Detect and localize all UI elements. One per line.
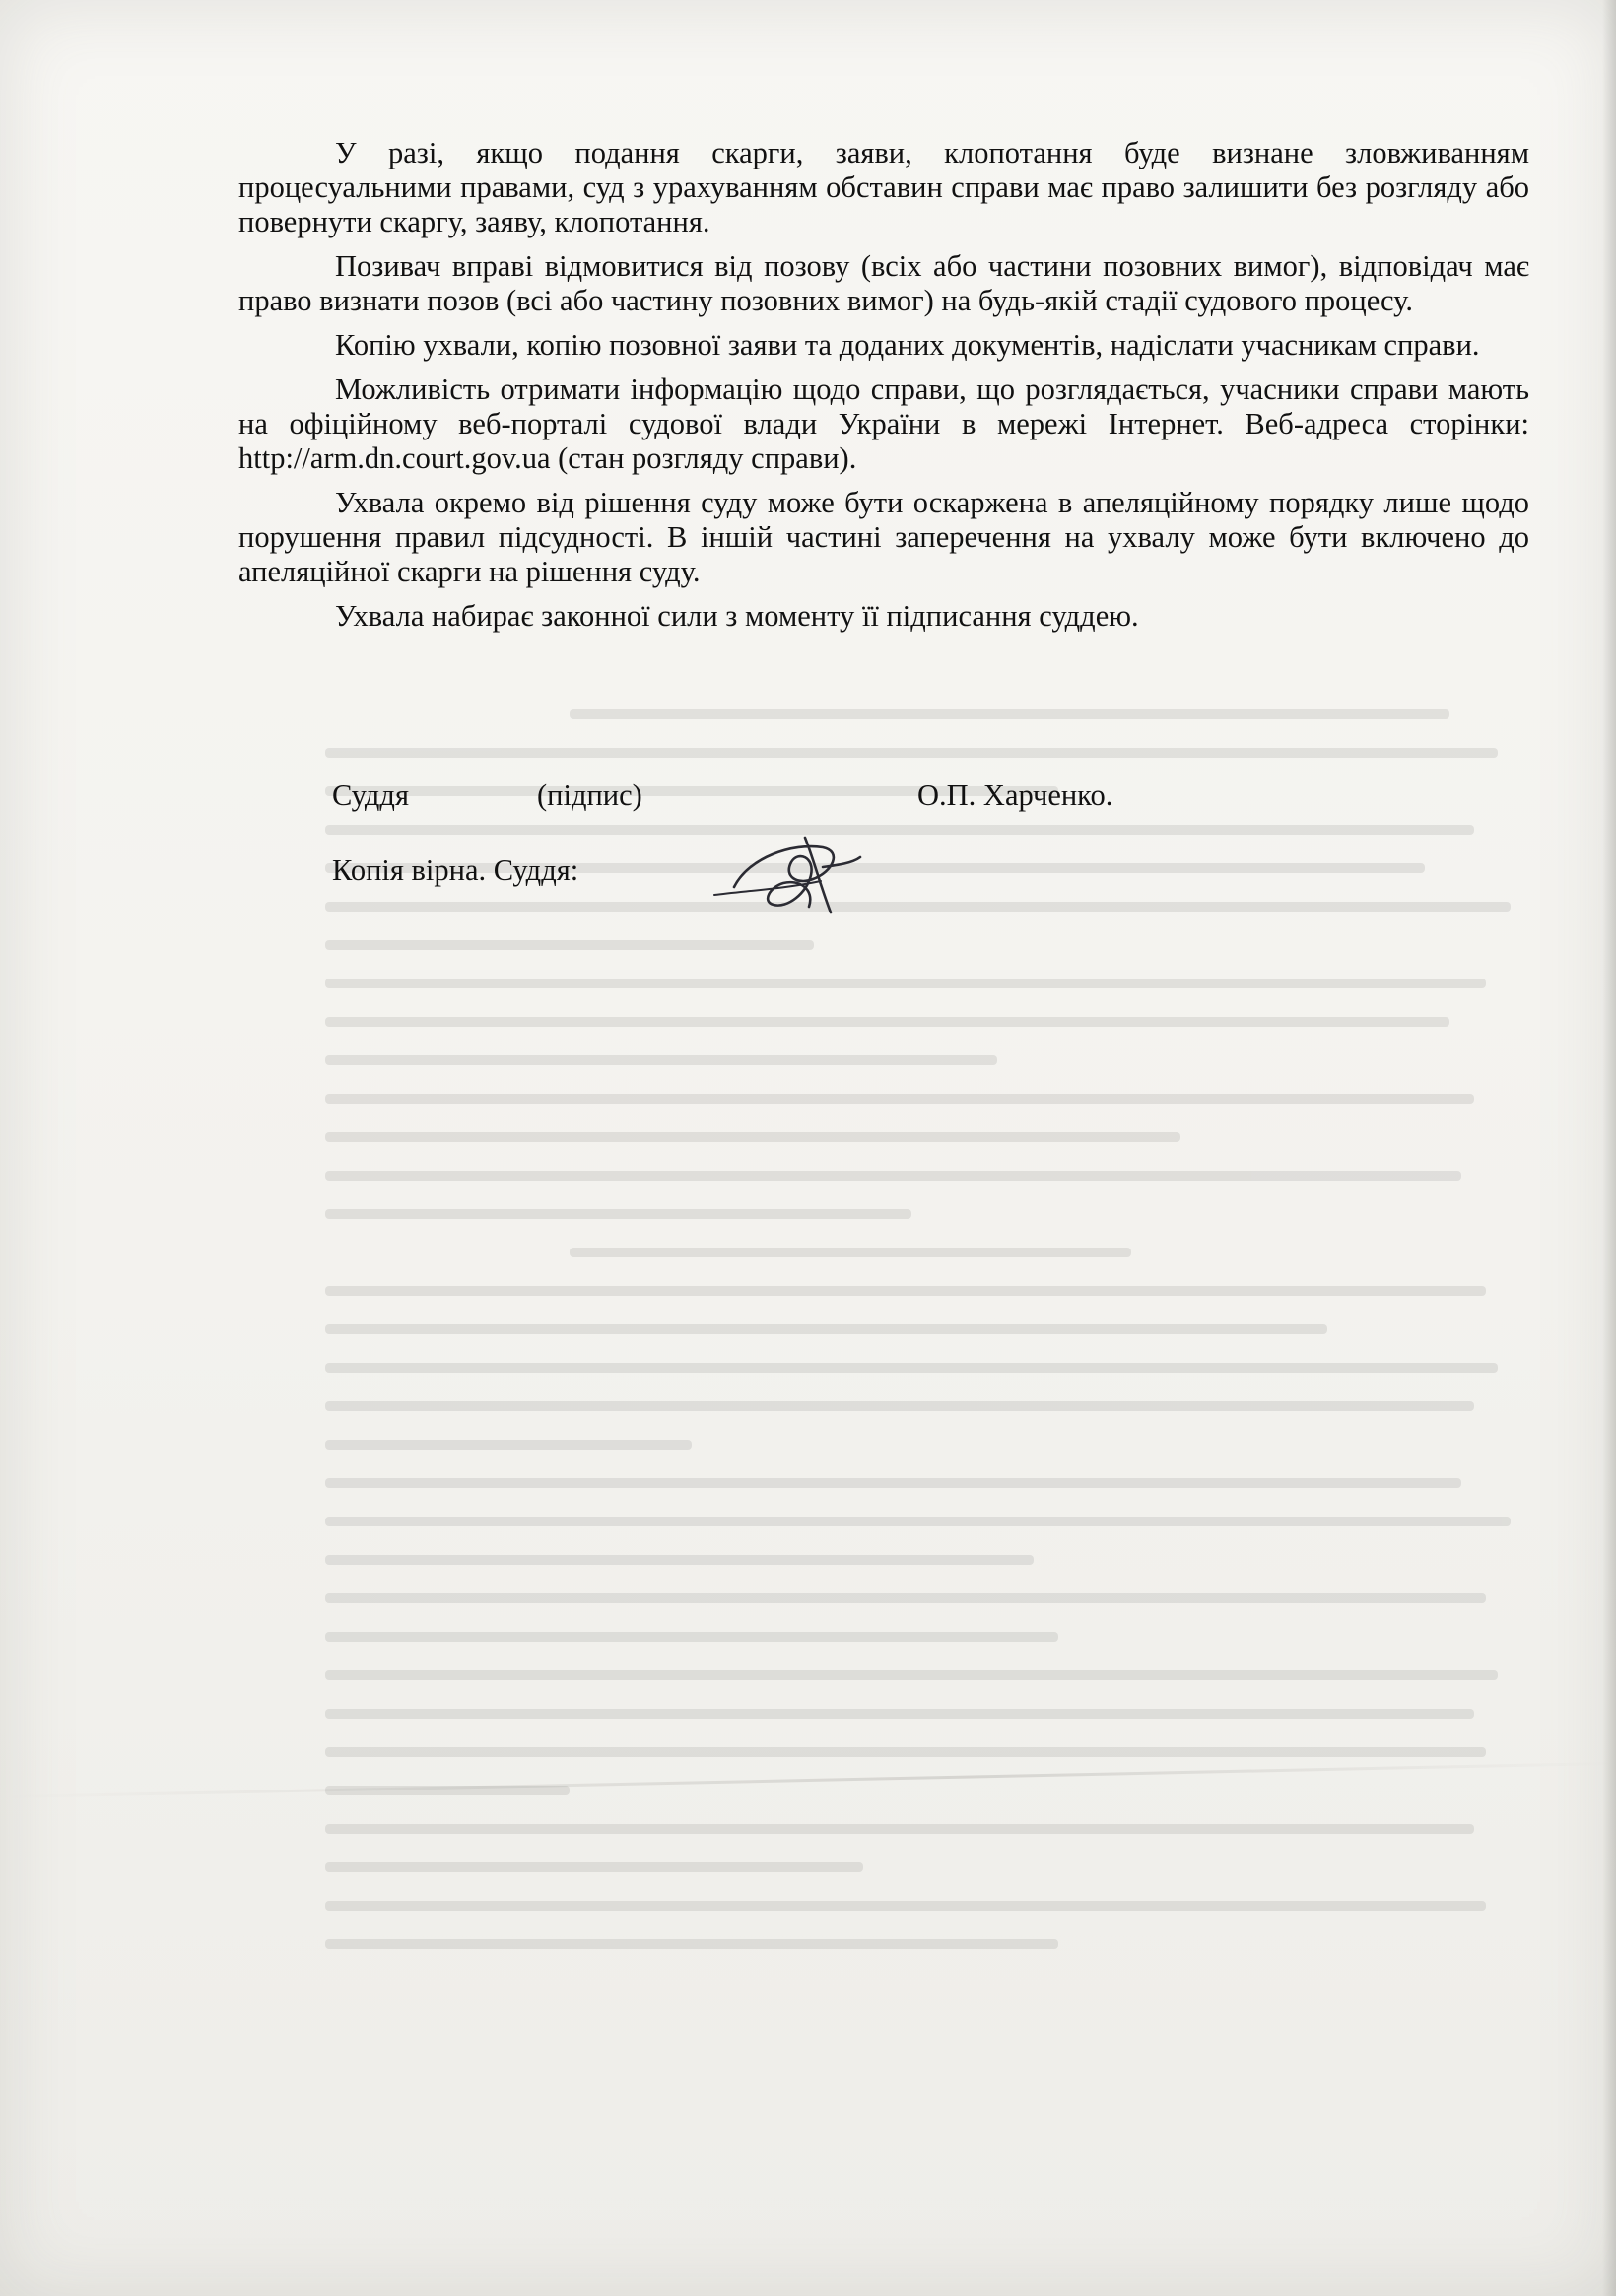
judge-name: О.П. Харченко.: [917, 778, 1113, 812]
paragraph-effective: Ухвала набирає законної сили з моменту її підписання суддею.: [335, 599, 1139, 633]
document-body: [238, 136, 1529, 643]
paragraph-appeal: Ухвала окремо від рішення суду може бути оскаржена в апеляційному порядку лише щодо порушення правил підсудності. В іншій частині заперечення на ухвалу може бути включено до апеляційної скарги на рішення суду.: [238, 486, 1529, 588]
handwritten-signature: [705, 818, 862, 921]
paragraph-claim-withdrawal: Позивач вправі відмовитися від позову (всіх або частини позовних вимог), відповідач має право визнати позов (всі або частину позовних вимог) на будь-якій стадії судового процесу.: [238, 249, 1529, 317]
paragraph-send-copies: Копію ухвали, копію позовної заяви та доданих документів, надіслати учасникам справи.: [335, 328, 1480, 362]
copy-certification: Копія вірна. Суддя:: [332, 853, 579, 887]
judge-label: Суддя: [332, 778, 409, 812]
paragraph-case-info-portal: Можливість отримати інформацію щодо справи, що розглядається, учасники справи мають на офіційному веб-порталі судової влади України в мережі Інтернет. Веб-адреса сторінки: http://arm.dn.court.gov.ua (стан розгляду справи).: [238, 372, 1529, 475]
paragraph-abuse-of-rights: У разі, якщо подання скарги, заяви, клопотання буде визнане зловживанням процесуальними правами, суд з урахуванням обставин справи має право залишити без розгляду або повернути скаргу, заяву, клопотання.: [238, 136, 1529, 238]
signature-block: [332, 778, 1534, 818]
page-edge-shadow: [1602, 0, 1616, 2296]
signature-placeholder: (підпис): [537, 778, 642, 812]
bleed-through-text: [325, 709, 1547, 2109]
